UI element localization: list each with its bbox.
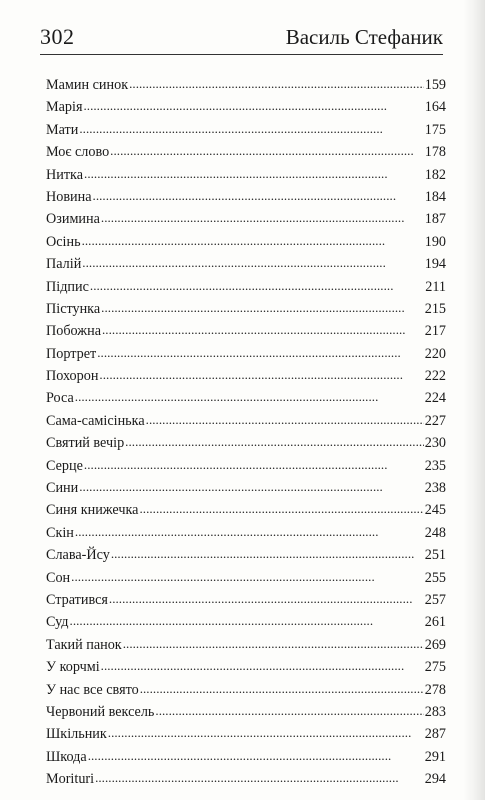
toc-entry-page-number: 257 [424,591,446,608]
toc-entry-page-number: 235 [424,457,446,474]
toc-entry-title: Мамин синок [46,77,129,93]
toc-entry-page-number: 178 [424,144,446,161]
toc-entry-title: Серце [46,457,83,474]
toc-entry-page-number: 227 [424,412,446,429]
toc-entry [46,96,446,118]
toc-entry [46,477,446,499]
toc-entry-title: Роса [46,390,74,407]
toc-dot-leader [95,767,424,789]
toc-dot-leader [93,185,424,207]
toc-entry [46,253,446,275]
running-head-author: Василь Стефаник [285,25,443,49]
toc-dot-leader [99,364,423,386]
toc-entry-page-number: 215 [424,300,446,317]
toc-entry-page-number: 283 [424,703,446,720]
toc-entry-title: Марія [46,99,83,116]
toc-entry [46,567,446,589]
toc-entry-title: Озимина [46,211,100,228]
toc-entry-page-number: 230 [424,435,446,452]
toc-entry [46,746,446,768]
toc-dot-leader [146,409,424,431]
header-rule [40,54,443,55]
toc-dot-leader [75,521,424,543]
toc-entry [46,455,446,477]
toc-entry-page-number: 248 [424,524,446,541]
toc-entry-title: Новина [46,188,92,205]
toc-entry-page-number: 184 [424,188,446,205]
toc-entry-page-number: 269 [424,636,446,653]
toc-entry [46,544,446,566]
toc-entry-title: Підпис [46,278,89,295]
toc-entry-page-number: 245 [424,502,446,519]
toc-dot-leader [70,610,424,632]
toc-entry-title: Портрет [46,345,97,362]
toc-dot-leader [102,319,424,341]
toc-dot-leader [139,498,423,520]
toc-entry-page-number: 294 [424,771,446,788]
toc-entry-title: Сини [46,480,79,497]
toc-entry-title: У корчмі [46,659,100,676]
toc-dot-leader [155,700,423,722]
toc-entry-title: Пістунка [46,300,101,317]
toc-entry [46,119,446,141]
toc-entry [46,74,446,96]
toc-entry-title: Moriturі [46,771,95,788]
toc-entry-title: Такий панок [46,636,122,653]
toc-entry [46,589,446,611]
toc-entry-title: Сон [46,569,71,586]
toc-entry-title: Червоний вексель [46,703,155,720]
toc-entry [46,276,446,298]
toc-dot-leader [101,655,424,677]
toc-dot-leader [108,722,424,744]
toc-entry-title: Моє слово [46,144,110,161]
page-number: 302 [40,24,75,49]
toc-dot-leader [140,678,424,700]
toc-entry-title: Шкода [46,748,87,765]
toc-entry [46,320,446,342]
toc-entry-page-number: 291 [424,748,446,765]
toc-entry-title: Мати [46,121,79,138]
toc-entry [46,634,446,656]
toc-dot-leader [84,163,424,185]
toc-dot-leader [101,207,424,229]
toc-dot-leader [82,230,424,252]
toc-entry-page-number: 261 [424,614,446,631]
toc-entry-page-number: 190 [424,233,446,250]
toc-entry [46,768,446,790]
toc-entry-page-number: 224 [424,390,446,407]
toc-entry [46,343,446,365]
toc-entry-title: Нитка [46,166,84,183]
toc-entry-page-number: 182 [424,166,446,183]
toc-entry-page-number: 175 [424,121,446,138]
toc-entry-title: Стратився [46,591,108,608]
toc-entry-page-number: 255 [424,569,446,586]
toc-entry-page-number: 275 [424,659,446,676]
table-of-contents [46,74,446,791]
toc-entry-page-number: 278 [424,681,446,698]
toc-entry-page-number: 159 [424,77,446,93]
toc-dot-leader [129,73,424,95]
toc-entry [46,141,446,163]
toc-entry-title: У нас все свято [46,681,139,698]
toc-entry-title: Шкільник [46,726,107,743]
toc-entry-title: Скін [46,524,74,541]
toc-entry-page-number: 211 [425,278,446,295]
toc-entry-page-number: 194 [424,256,446,273]
toc-entry [46,387,446,409]
toc-entry [46,164,446,186]
toc-entry [46,208,446,230]
toc-dot-leader [109,588,424,610]
toc-entry [46,231,446,253]
toc-entry-title: Побожна [46,323,101,340]
toc-dot-leader [125,431,424,453]
toc-entry-page-number: 164 [424,99,446,116]
toc-entry [46,522,446,544]
toc-entry [46,298,446,320]
toc-dot-leader [83,95,423,117]
toc-entry [46,186,446,208]
toc-dot-leader [82,252,423,274]
toc-entry-title: Похорон [46,368,99,385]
toc-entry-page-number: 238 [424,480,446,497]
toc-entry-title: Палій [46,256,82,273]
page-header [40,24,443,54]
toc-dot-leader [97,342,424,364]
toc-entry [46,499,446,521]
toc-entry [46,679,446,701]
toc-entry [46,656,446,678]
toc-entry [46,611,446,633]
toc-entry-page-number: 287 [424,726,446,743]
toc-entry [46,701,446,723]
toc-entry-page-number: 251 [424,547,446,564]
toc-entry-page-number: 187 [424,211,446,228]
toc-entry-page-number: 222 [424,368,446,385]
toc-dot-leader [123,633,424,655]
toc-entry-title: Суд [46,614,69,631]
toc-entry-title: Синя книжечка [46,502,139,519]
toc-dot-leader [79,118,423,140]
toc-entry-title: Сама-самісінька [46,412,145,429]
toc-entry-page-number: 220 [424,345,446,362]
toc-entry-page-number: 217 [424,323,446,340]
toc-dot-leader [84,454,424,476]
toc-dot-leader [71,566,424,588]
toc-entry-title: Слава-Йсу [46,547,110,564]
toc-dot-leader [111,543,424,565]
toc-entry [46,432,446,454]
toc-dot-leader [101,297,424,319]
toc-dot-leader [110,140,424,162]
toc-dot-leader [75,386,424,408]
toc-entry [46,723,446,745]
toc-entry [46,410,446,432]
toc-dot-leader [88,745,424,767]
page-edge-shadow [463,0,485,800]
toc-dot-leader [90,275,424,297]
toc-dot-leader [79,476,423,498]
toc-entry-title: Святий вечір [46,435,125,452]
toc-entry-title: Осінь [46,233,81,250]
toc-entry [46,365,446,387]
